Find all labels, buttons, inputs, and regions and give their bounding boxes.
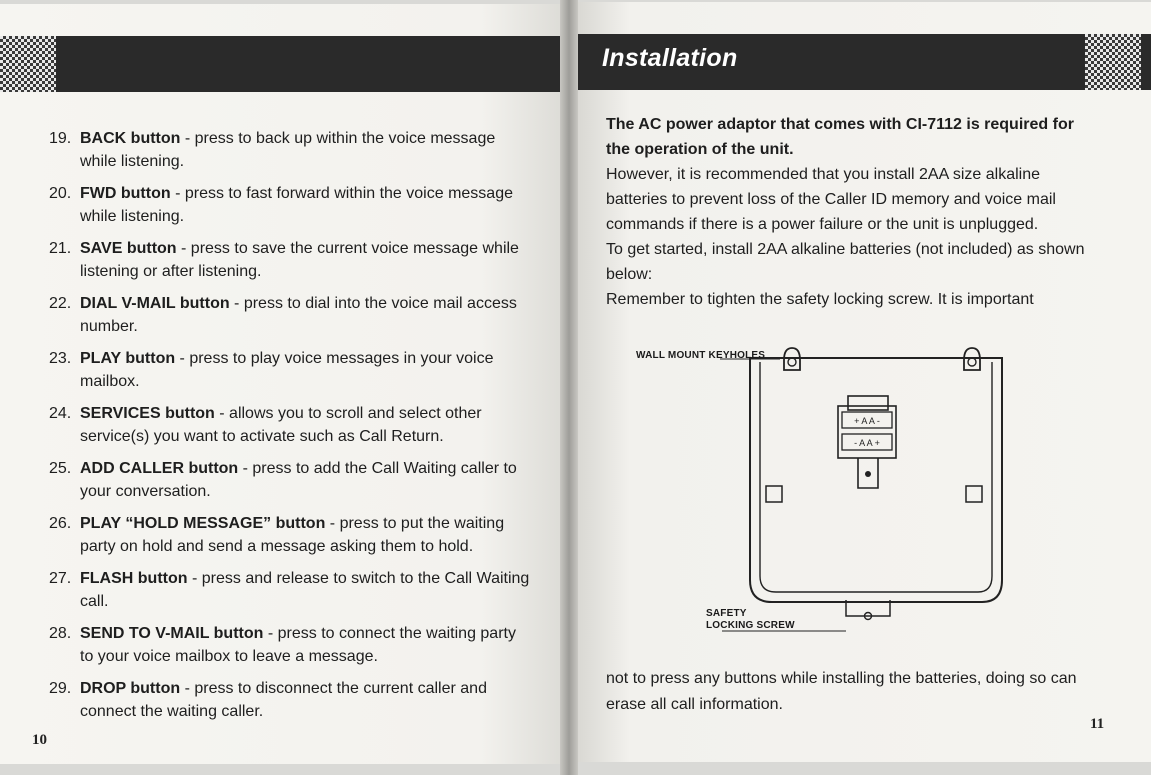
button-description: - press to disconnect the current caller and connect the waiting caller. (80, 680, 487, 720)
button-description: - press to connect the waiting party to your voice mailbox to leave a message. (80, 625, 516, 665)
button-name: FWD button (80, 185, 171, 202)
item-number: 29. (49, 680, 72, 697)
screw-reminder: Remember to tighten the safety locking screw. It is important (606, 291, 1034, 308)
button-name: DIAL V-MAIL button (80, 295, 230, 312)
foot-left (766, 486, 782, 502)
list-item (51, 457, 531, 503)
item-number: 26. (49, 515, 72, 532)
item-number: 19. (49, 130, 72, 147)
list-item (51, 512, 531, 558)
list-item (51, 347, 531, 393)
tab-screw (865, 471, 871, 477)
installation-text (606, 112, 1086, 312)
button-name: PLAY button (80, 350, 176, 367)
battery-diagram-svg (602, 340, 1042, 640)
button-name: SEND TO V-MAIL button (80, 625, 264, 642)
foot-right (966, 486, 982, 502)
list-item (51, 292, 531, 338)
button-description-list (51, 127, 531, 732)
list-item (51, 567, 531, 613)
checker-pattern (1085, 34, 1141, 90)
item-number: 24. (49, 405, 72, 422)
button-name: DROP button (80, 680, 181, 697)
item-number: 25. (49, 460, 72, 477)
left-page (0, 4, 566, 764)
battery-recommendation: However, it is recommended that you install 2AA size alkaline batteries to prevent loss of the Caller ID memory and voice mail commands if there is a power failure or the unit is unplugged. (606, 166, 1056, 233)
right-header-banner (572, 34, 1151, 90)
list-item (51, 127, 531, 173)
item-number: 23. (49, 350, 72, 367)
item-number: 22. (49, 295, 72, 312)
item-number: 21. (49, 240, 72, 257)
button-description: - press to dial into the voice mail access number. (80, 295, 517, 335)
keyholes-callout: WALL MOUNT KEYHOLES (636, 350, 766, 361)
button-name: FLASH button (80, 570, 188, 587)
list-item (51, 622, 531, 668)
button-description: - press to back up within the voice message while listening. (80, 130, 496, 170)
list-item (51, 402, 531, 448)
button-description: - press to add the Call Waiting caller to your conversation. (80, 460, 517, 500)
list-item (51, 182, 531, 228)
button-description: - press to save the current voice message while listening or after listening. (80, 240, 519, 280)
item-number: 27. (49, 570, 72, 587)
battery-bottom-label: - A A + (854, 438, 880, 448)
battery-instruction: To get started, install 2AA alkaline batteries (not included) as shown below: (606, 241, 1085, 283)
screw-callout: SAFETY LOCKING SCREW (706, 608, 795, 631)
button-name: BACK button (80, 130, 181, 147)
button-description: - press to fast forward within the voice message while listening. (80, 185, 513, 225)
section-title: Installation (602, 44, 738, 72)
button-name: PLAY “HOLD MESSAGE” button (80, 515, 326, 532)
book-gutter (560, 0, 578, 775)
right-page (572, 2, 1151, 762)
left-page-number: 10 (32, 732, 47, 748)
item-number: 28. (49, 625, 72, 642)
battery-warning: not to press any buttons while installing the batteries, doing so can erase all call information. (606, 670, 1077, 713)
button-description: - press to play voice messages in your voice mailbox. (80, 350, 494, 390)
button-description: - press to put the waiting party on hold and send a message asking them to hold. (80, 515, 505, 555)
list-item (51, 237, 531, 283)
right-page-number: 11 (1090, 716, 1105, 732)
left-header-banner (0, 36, 566, 92)
item-number: 20. (49, 185, 72, 202)
battery-top-label: + A A - (854, 416, 880, 426)
housing-outline (750, 358, 1002, 602)
button-name: SERVICES button (80, 405, 215, 422)
battery-compartment-diagram (602, 340, 1042, 640)
button-name: ADD CALLER button (80, 460, 239, 477)
button-description: - press and release to switch to the Call Waiting call. (80, 570, 530, 610)
checker-pattern (0, 36, 56, 92)
adaptor-requirement: The AC power adaptor that comes with CI-7112 is required for the operation of the unit. (606, 116, 1074, 158)
button-description: - allows you to scroll and select other service(s) you want to activate such as Call Return. (80, 405, 482, 445)
list-item (51, 677, 531, 723)
battery-clip-top (848, 396, 888, 410)
button-name: SAVE button (80, 240, 177, 257)
